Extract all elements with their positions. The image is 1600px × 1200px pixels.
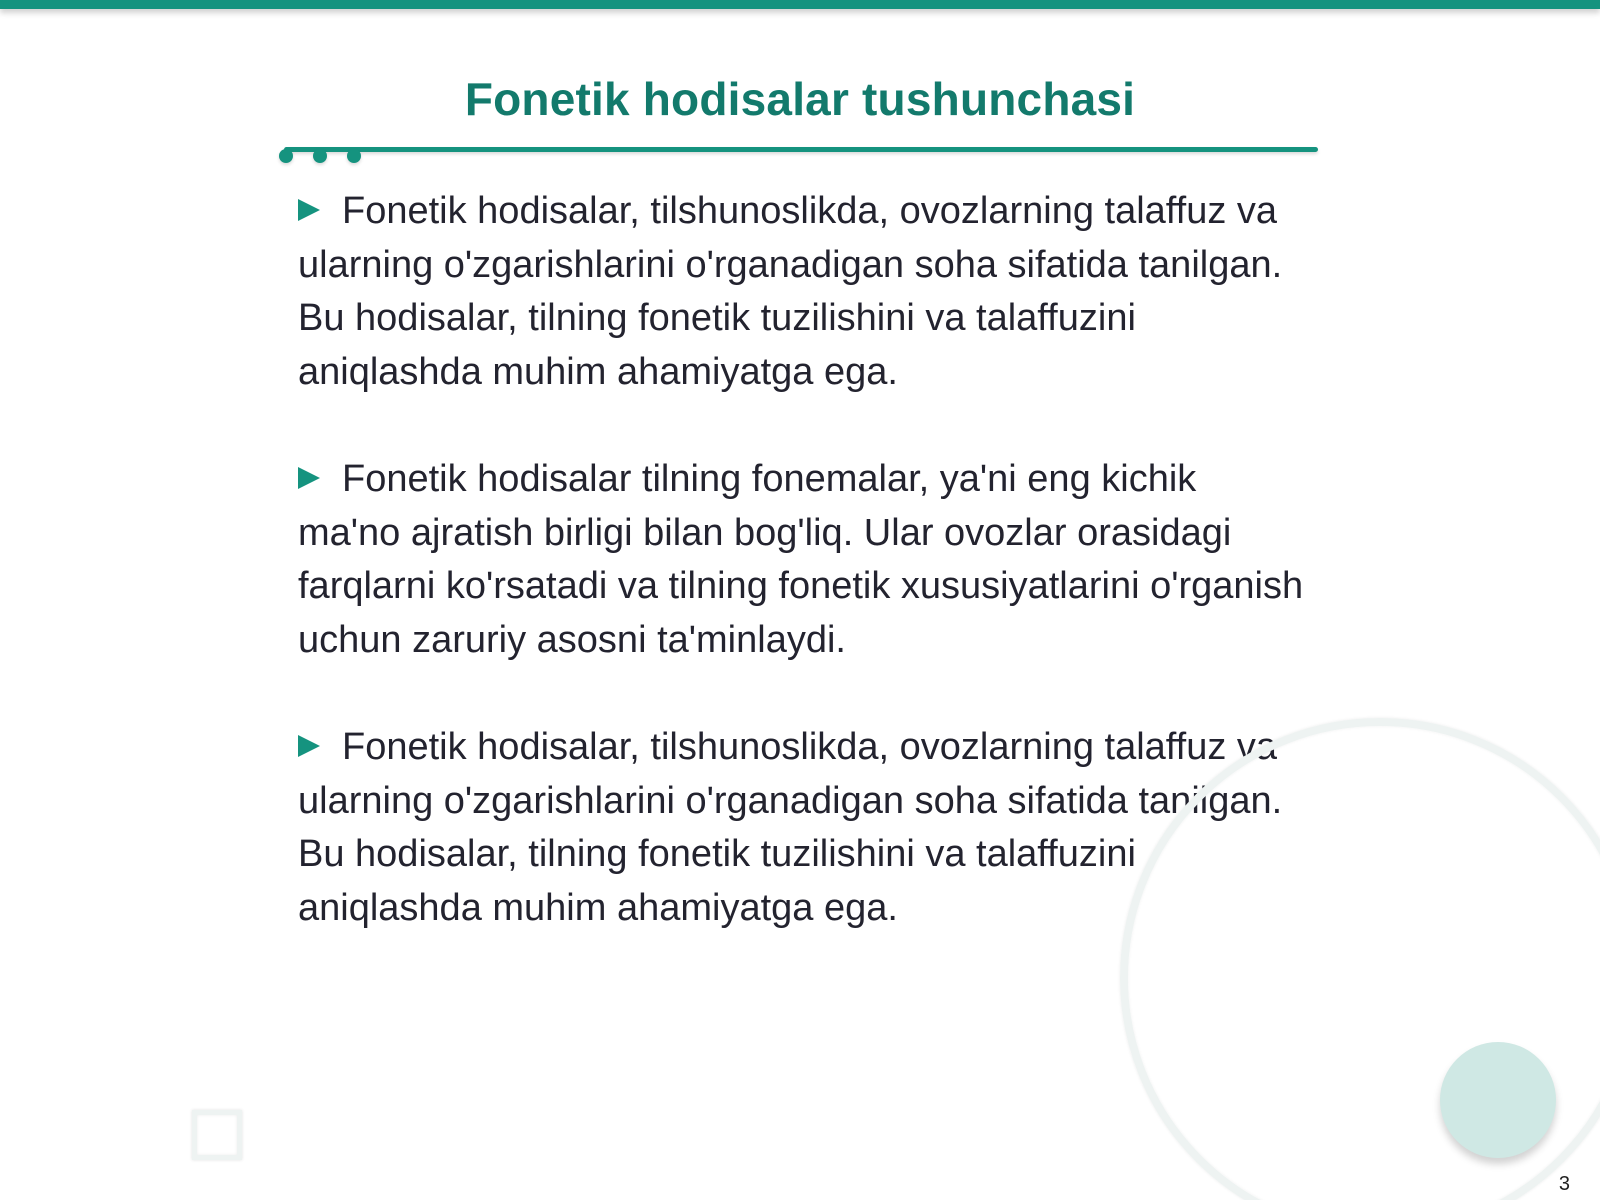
bullet-text: Fonetik hodisalar, tilshunoslikda, ovozlarning talaffuz va ularning o'zgarishlarini o'rganadigan soha sifatida tanilgan. Bu hodisalar, tilning fonetik tuzilishini va talaffuzini aniqlashda muhim ahamiyatga ega. xyxy=(298,190,1283,393)
bullet-text: Fonetik hodisalar, tilshunoslikda, ovozlarning talaffuz va ularning o'zgarishlarini o'rganadigan soha sifatida tanilgan. Bu hodisalar, tilning fonetik tuzilishini va talaffuzini aniqlashda muhim ahamiyatga ega. xyxy=(298,726,1283,929)
triangle-right-icon xyxy=(298,199,320,221)
top-accent-bar xyxy=(0,0,1600,9)
triangle-right-icon xyxy=(298,735,320,757)
slide-title: Fonetik hodisalar tushunchasi xyxy=(464,73,1136,125)
page-number: 3 xyxy=(1558,1173,1570,1195)
triangle-right-icon xyxy=(298,467,320,489)
underline-dot-icon xyxy=(279,149,293,163)
title-underline xyxy=(284,147,1318,152)
underline-dot-icon xyxy=(347,149,361,163)
decorative-circle-icon xyxy=(1440,1042,1556,1158)
bullet-item xyxy=(298,453,1308,667)
bullet-item xyxy=(298,185,1308,399)
decorative-square-icon xyxy=(192,1110,242,1160)
bullet-text: Fonetik hodisalar tilning fonemalar, ya'ni eng kichik ma'no ajratish birligi bilan bog'liq. Ular ovozlar orasidagi farqlarni ko'rsatadi va tilning fonetik xususiyatlarini o'rganish uchun zaruriy asosni ta'minlaydi. xyxy=(298,458,1304,661)
underline-dot-icon xyxy=(313,149,327,163)
